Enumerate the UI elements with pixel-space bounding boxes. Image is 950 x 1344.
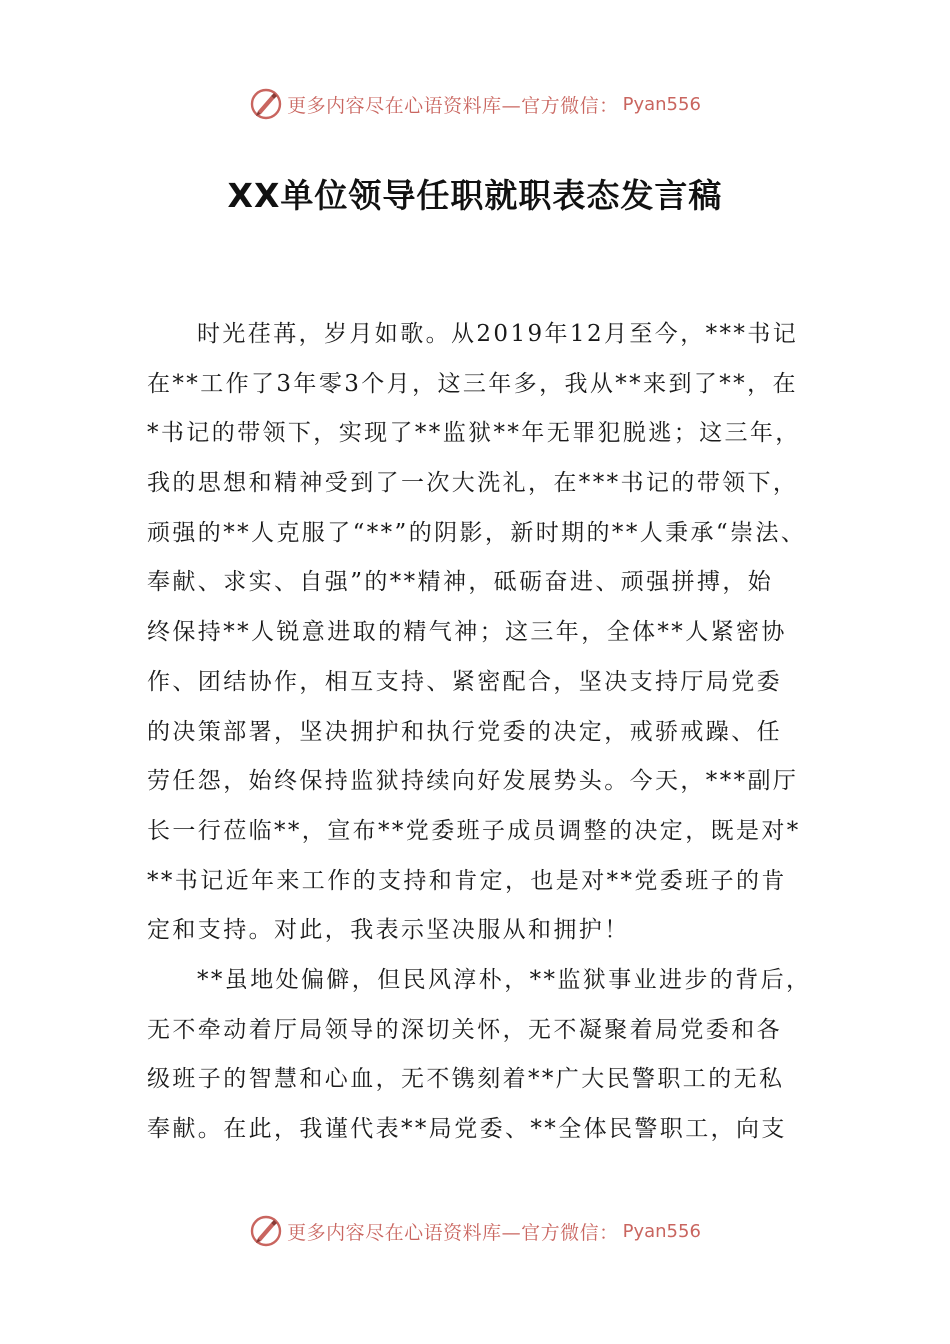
document-body xyxy=(147,310,827,1155)
watermark-text: 更多内容尽在心语资料库—官方微信： xyxy=(287,94,619,117)
text-line: 奉献。在此，我谨代表**局党委、**全体民警职工，向支 xyxy=(147,1116,787,1142)
text-line: 长一行莅临**，宣布**党委班子成员调整的决定，既是对* xyxy=(147,817,801,844)
text-line: 奉献、求实、自强”的**精神，砥砺奋进、顽强拼搏，始 xyxy=(147,569,774,596)
text-line: 我的思想和精神受到了一次大洗礼，在***书记的带领下， xyxy=(147,470,799,497)
text-line: 在**工作了3年零3个月，这三年多，我从**来到了**，在 xyxy=(147,370,798,397)
text-line: 终保持**人锐意进取的精气神；这三年，全体**人紧密协 xyxy=(147,619,787,646)
header-watermark xyxy=(0,84,950,124)
text-line: 的决策部署，坚决拥护和执行党委的决定，戒骄戒躁、任 xyxy=(147,718,782,745)
text-line: 定和支持。对此，我表示坚决服从和拥护！ xyxy=(147,917,630,944)
text-line: 作、团结协作，相互支持、紧密配合，坚决支持厅局党委 xyxy=(147,668,782,695)
text-line: 级班子的智慧和心血，无不镌刻着**广大民警职工的无私 xyxy=(147,1066,785,1093)
document-title: XX单位领导任职就职表态发言稿 xyxy=(227,176,723,215)
footer-watermark xyxy=(0,1211,950,1251)
text-line: **书记近年来工作的支持和肯定，也是对**党委班子的肯 xyxy=(147,867,787,894)
wechat-id: Pyan556 xyxy=(622,93,701,115)
text-line: **虽地处偏僻，但民风淳朴，**监狱事业进步的背后， xyxy=(197,966,812,993)
wechat-id: Pyan556 xyxy=(622,1220,701,1242)
text-line: 无不牵动着厅局领导的深切关怀，无不凝聚着局党委和各 xyxy=(147,1016,782,1043)
pen-logo-icon xyxy=(249,87,283,121)
pen-logo-icon xyxy=(249,1214,283,1248)
text-line: 劳任怨，始终保持监狱持续向好发展势头。今天，***副厅 xyxy=(147,768,799,795)
watermark-text: 更多内容尽在心语资料库—官方微信： xyxy=(287,1221,619,1244)
text-line: *书记的带领下，实现了**监狱**年无罪犯脱逃；这三年， xyxy=(147,420,801,447)
text-line: 顽强的**人克服了“**”的阴影，新时期的**人秉承“崇法、 xyxy=(147,519,807,546)
text-line: 时光荏苒，岁月如歌。从2019年12月至今，***书记 xyxy=(197,321,799,347)
